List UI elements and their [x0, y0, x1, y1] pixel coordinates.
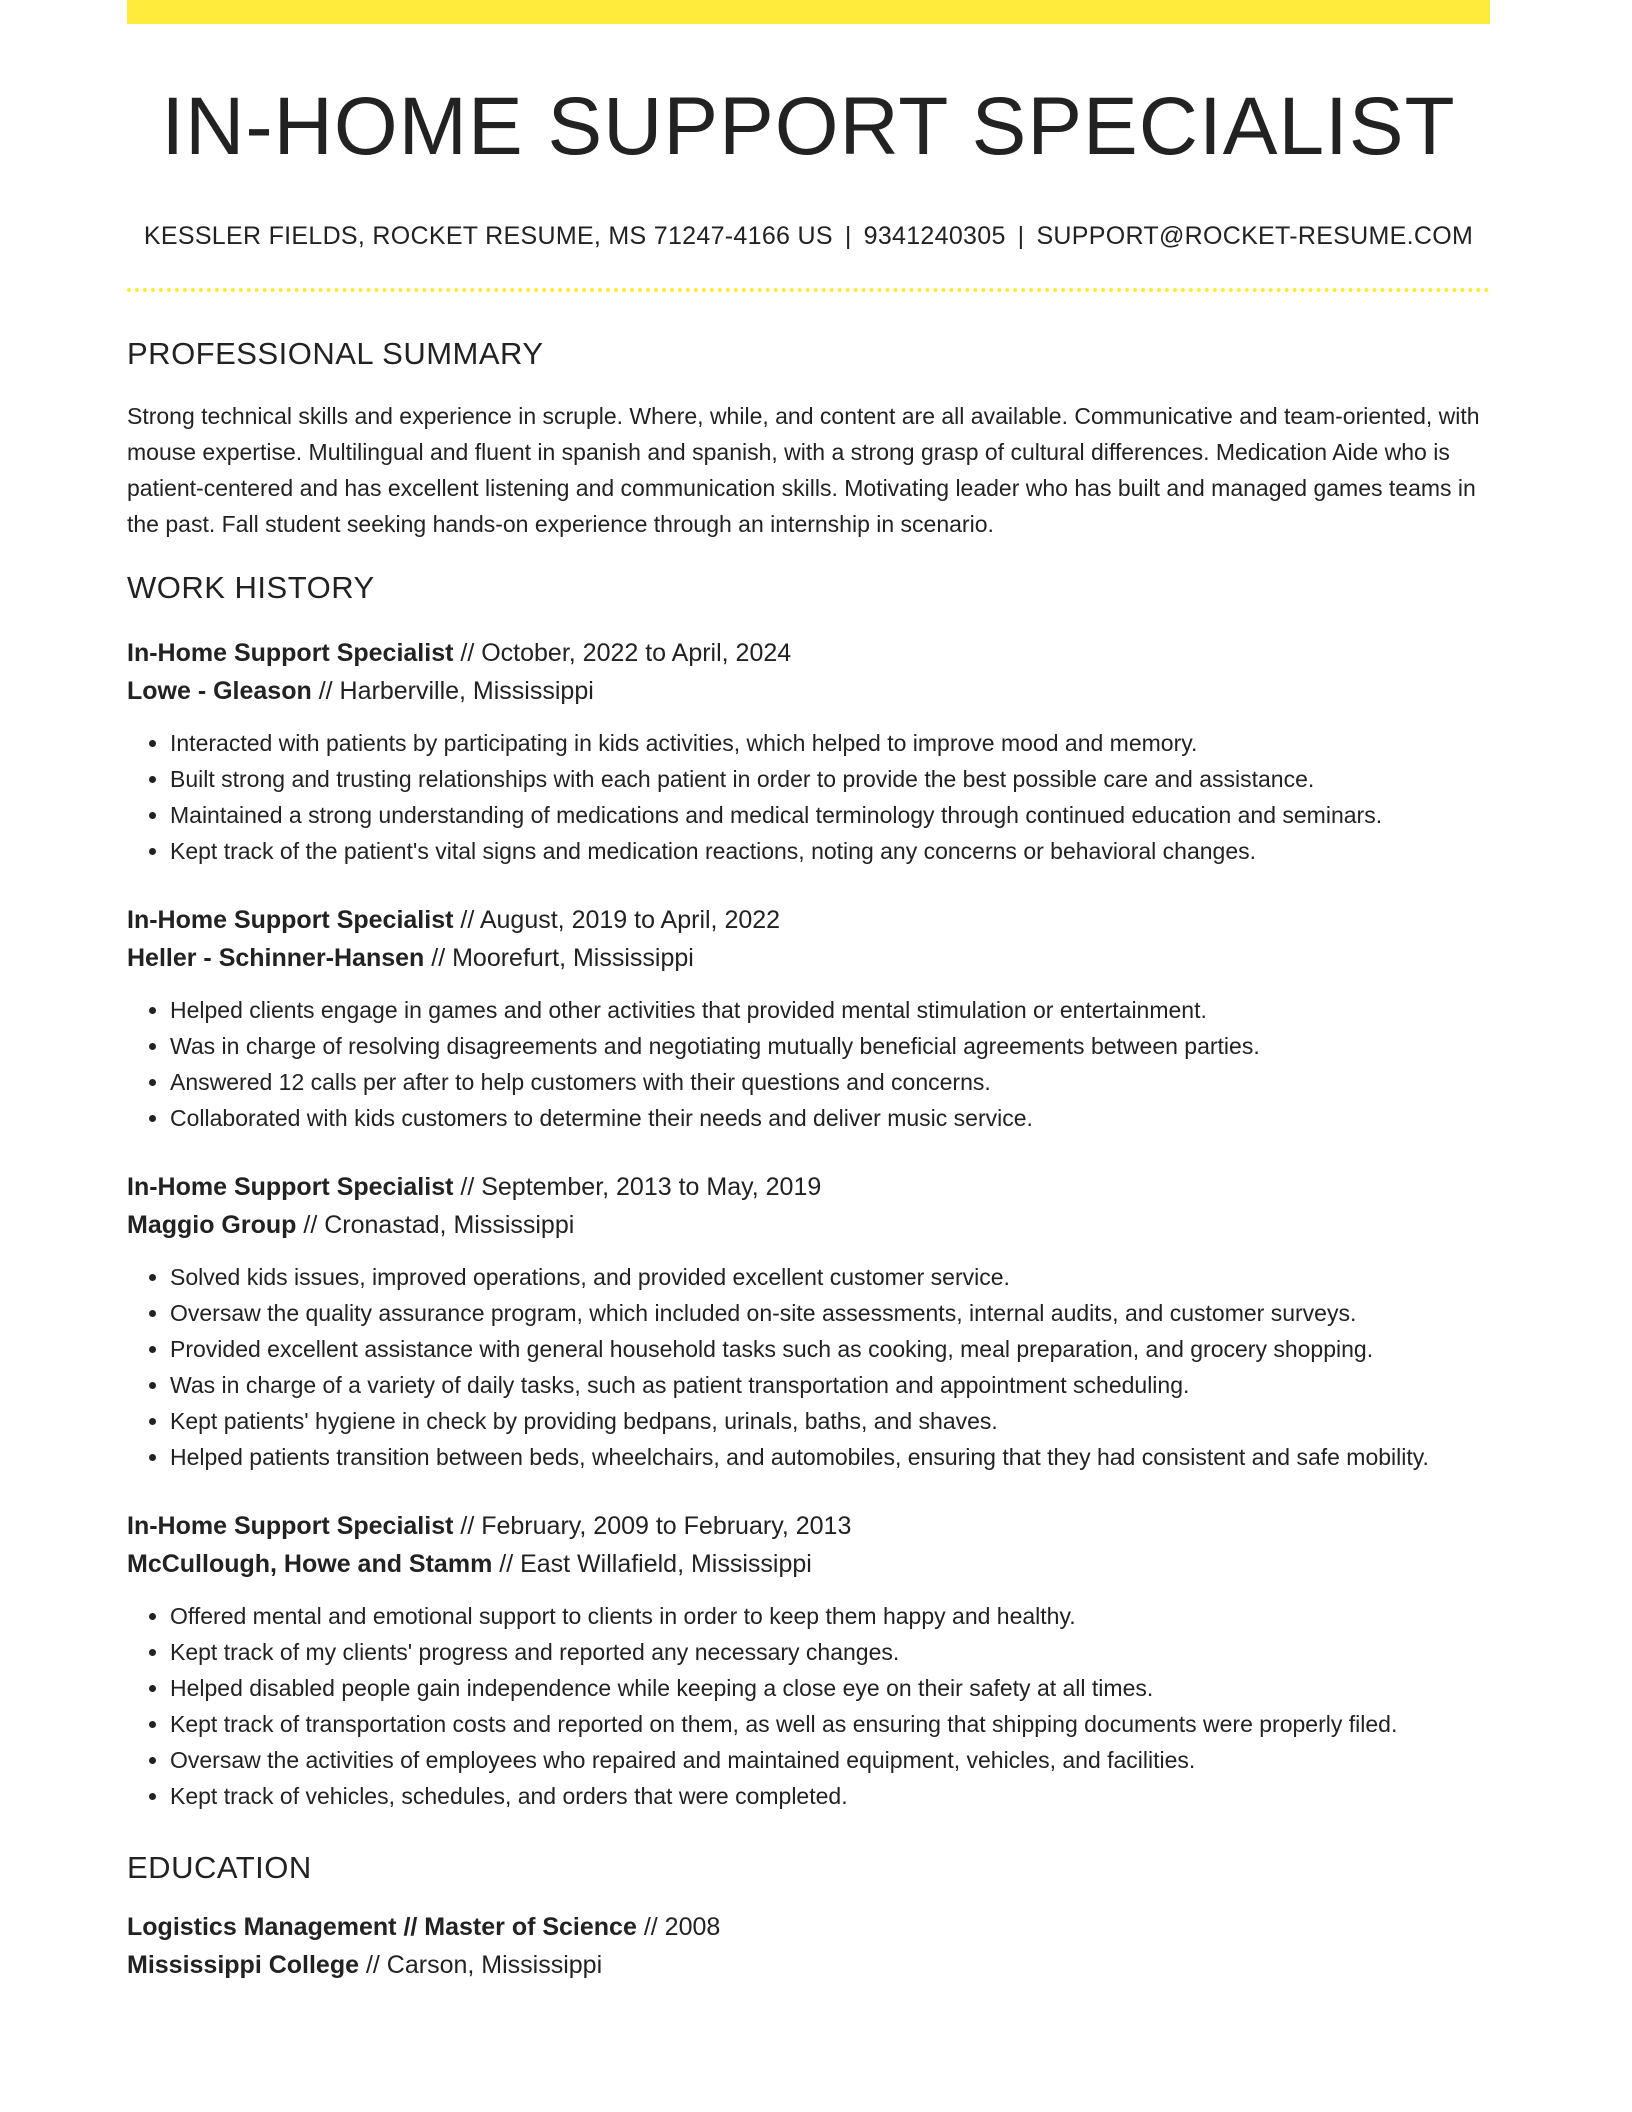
job-entry: [127, 1507, 1490, 1814]
job-bullet: • Was in charge of a variety of daily tasks, such as patient transportation and appointment scheduling.: [170, 1367, 1490, 1403]
job-title-line: [127, 1507, 1490, 1545]
job-bullet: • Kept track of vehicles, schedules, and orders that were completed.: [170, 1778, 1490, 1814]
education-year: // 2008: [643, 1913, 721, 1942]
contact-separator: |: [1017, 222, 1025, 251]
contact-line: [127, 222, 1490, 251]
job-entry: [127, 1168, 1490, 1475]
resume-name: IN-HOME SUPPORT SPECIALIST: [161, 81, 1456, 172]
contact-separator: |: [844, 222, 852, 251]
job-title-line: [127, 901, 1490, 939]
summary-text: Strong technical skills and experience in scruple. Where, while, and content are all available. Communicative and team-oriented, with mouse expertise. Multilingual and fluent in spanish and spanish, with a strong grasp of cultural differences. Medication Aide who is patient-centered and has excellent listening and communication skills. Motivating leader who has built and managed games teams in the past. Fall student seeking hands-on experience through an internship in scenario.: [127, 403, 1480, 538]
job-bullet: • Offered mental and emotional support to clients in order to keep them happy and healthy.: [170, 1598, 1490, 1634]
job-bullet: • Provided excellent assistance with general household tasks such as cooking, meal preparation, and grocery shopping.: [170, 1331, 1490, 1367]
job-company-line: [127, 672, 1490, 710]
job-bullet: • Helped patients transition between beds, wheelchairs, and automobiles, ensuring that they had consistent and safe mobility.: [170, 1439, 1490, 1475]
education-degree-line: [127, 1908, 1490, 1946]
job-bullet: • Helped clients engage in games and other activities that provided mental stimulation or entertainment.: [170, 992, 1490, 1028]
job-bullet: • Collaborated with kids customers to determine their needs and deliver music service.: [170, 1100, 1490, 1136]
job-company: McCullough, Howe and Stamm: [127, 1550, 493, 1579]
job-dates: // October, 2022 to April, 2024: [460, 639, 792, 668]
job-bullet: • Interacted with patients by participating in kids activities, which helped to improve mood and memory.: [170, 725, 1490, 761]
job-bullet-list: [127, 1598, 1490, 1814]
job-title: In-Home Support Specialist: [127, 1512, 454, 1541]
job-title: In-Home Support Specialist: [127, 906, 454, 935]
education-school: Mississippi College: [127, 1951, 360, 1980]
job-company: Maggio Group: [127, 1211, 297, 1240]
job-title-line: [127, 634, 1490, 672]
contact-address: KESSLER FIELDS, ROCKET RESUME, MS 71247-4166 US: [143, 222, 833, 251]
job-location: // Moorefurt, Mississippi: [431, 944, 694, 973]
job-dates: // February, 2009 to February, 2013: [460, 1512, 852, 1541]
summary-heading: PROFESSIONAL SUMMARY: [127, 336, 544, 372]
job-title: In-Home Support Specialist: [127, 639, 454, 668]
job-dates: // August, 2019 to April, 2022: [460, 906, 781, 935]
education-entry: [127, 1908, 1490, 1984]
job-bullet: • Kept track of my clients' progress and reported any necessary changes.: [170, 1634, 1490, 1670]
job-company-line: [127, 1206, 1490, 1244]
accent-bar: [127, 0, 1490, 24]
job-bullet-list: [127, 1259, 1490, 1475]
education-school-line: [127, 1946, 1490, 1984]
job-bullet: • Oversaw the quality assurance program, which included on-site assessments, internal audits, and customer surveys.: [170, 1295, 1490, 1331]
job-location: // Cronastad, Mississippi: [303, 1211, 575, 1240]
job-bullet: • Kept patients' hygiene in check by providing bedpans, urinals, baths, and shaves.: [170, 1403, 1490, 1439]
job-dates: // September, 2013 to May, 2019: [460, 1173, 822, 1202]
job-location: // East Willafield, Mississippi: [499, 1550, 812, 1579]
job-bullet: • Kept track of the patient's vital signs and medication reactions, noting any concerns or behavioral changes.: [170, 833, 1490, 869]
resume-page: [127, 0, 1490, 1984]
job-entry: [127, 634, 1490, 869]
job-bullet: • Oversaw the activities of employees who repaired and maintained equipment, vehicles, and facilities.: [170, 1742, 1490, 1778]
job-location: // Harberville, Mississippi: [318, 677, 594, 706]
job-company-line: [127, 1545, 1490, 1583]
job-bullet: • Maintained a strong understanding of medications and medical terminology through continued education and seminars.: [170, 797, 1490, 833]
dotted-divider: [127, 288, 1490, 292]
education-degree: Logistics Management // Master of Science: [127, 1913, 637, 1942]
contact-email: SUPPORT@ROCKET-RESUME.COM: [1036, 222, 1474, 251]
job-bullet-list: [127, 725, 1490, 869]
job-company: Lowe - Gleason: [127, 677, 312, 706]
education-heading: EDUCATION: [127, 1850, 312, 1886]
contact-phone: 9341240305: [863, 222, 1006, 251]
work-history-heading: WORK HISTORY: [127, 570, 375, 606]
job-company-line: [127, 939, 1490, 977]
job-bullet: • Kept track of transportation costs and reported on them, as well as ensuring that shipping documents were properly filed.: [170, 1706, 1490, 1742]
job-bullet: • Answered 12 calls per after to help customers with their questions and concerns.: [170, 1064, 1490, 1100]
education-location: // Carson, Mississippi: [365, 1951, 603, 1980]
job-title: In-Home Support Specialist: [127, 1173, 454, 1202]
work-history-list: [127, 634, 1490, 1814]
job-title-line: [127, 1168, 1490, 1206]
job-company: Heller - Schinner-Hansen: [127, 944, 425, 973]
job-bullet: • Helped disabled people gain independence while keeping a close eye on their safety at all times.: [170, 1670, 1490, 1706]
job-entry: [127, 901, 1490, 1136]
job-bullet: • Built strong and trusting relationships with each patient in order to provide the best possible care and assistance.: [170, 761, 1490, 797]
job-bullet: • Was in charge of resolving disagreements and negotiating mutually beneficial agreements between parties.: [170, 1028, 1490, 1064]
job-bullet: • Solved kids issues, improved operations, and provided excellent customer service.: [170, 1259, 1490, 1295]
job-bullet-list: [127, 992, 1490, 1136]
